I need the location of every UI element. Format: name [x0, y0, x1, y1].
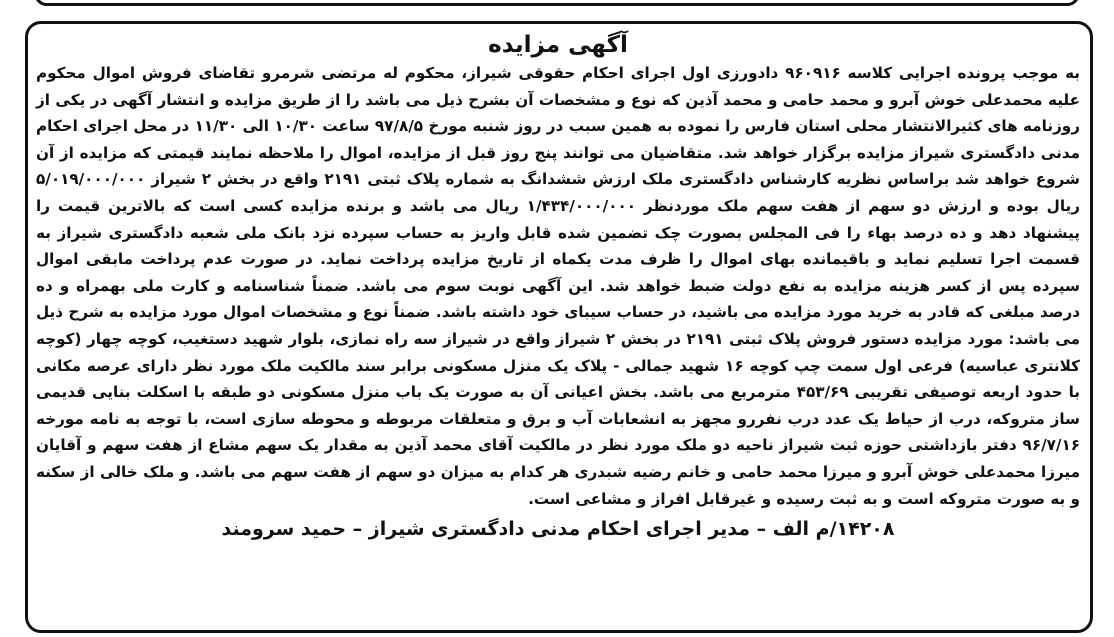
notice-title: آگهی مزایده: [488, 32, 628, 58]
top-border-frame: [34, 0, 1080, 6]
notice-signature: ۱۴۲۰۸/م الف – مدیر اجرای احکام مدنی دادگستری شیراز – حمید سرومند: [221, 518, 895, 541]
notice-body: به موجب پرونده اجرایی کلاسه ۹۶۰۹۱۶ دادورزی اول اجرای احکام حقوقی شیراز، محکوم له مرتضی شرمرو تقاضای فروش اموال محکوم علیه محمدعلی خوش آبرو و محمد حامی و محمد آذین که نوع و مشخصات آن بشرح ذیل می باشد را از طریق مزایده و انتشار آگهی در یکی از روزنامه های کثیرالانتشار محلی استان فارس را نموده به همین سبب در روز شنبه مورخ ۹۷/۸/۵ ساعت ۱۰/۳۰ الی ۱۱/۳۰ در محل اجرای احکام مدنی دادگستری شیراز مزایده برگزار خواهد شد. متقاضیان می توانند پنج روز قبل از مزایده، اموال را ملاحظه نمایند قیمتی که مزایده از آن شروع خواهد شد براساس نظریه کارشناس دادگستری ملک ارزش ششدانگ به شماره پلاک ثبتی ۲۱۹۱ واقع در بخش ۲ شیراز ۵/۰۱۹/۰۰۰/۰۰۰ ریال بوده و ارزش دو سهم از هفت سهم ملک موردنظر ۱/۴۳۴/۰۰۰/۰۰۰ ریال می باشد و برنده مزایده کسی است که بالاترین قیمت را پیشنهاد دهد و ده درصد بهاء را فی المجلس بصورت چک تضمین شده قابل واریز به حساب سپرده نزد بانک ملی شعبه دادگستری شیراز به قسمت اجرا تسلیم نماید و باقیمانده بهای اموال را ظرف مدت یکماه از تاریخ مزایده پرداخت نماید. در صورت عدم پرداخت مابقی اموال سپرده پس از کسر هزینه مزایده به نفع دولت ضبط خواهد شد. این آگهی نوبت سوم می باشد. ضمناً شناسنامه و کارت ملی بهمراه و ده درصد مبلغی که قادر به خرید مورد مزایده می باشید، در حساب سیبای خود داشته باشد. ضمناً نوع و مشخصات اموال مورد مزایده به شرح ذیل می باشد: مورد مزایده دستور فروش پلاک ثبتی ۲۱۹۱ در بخش ۲ شیراز واقع در شیراز سه راه نمازی، بلوار شهید دستغیب، کوچه چهار (کوچه کلانتری عباسیه) فرعی اول سمت چپ کوچه ۱۶ شهید جمالی - پلاک یک منزل مسکونی برابر سند مالکیت ملک مورد نظر دارای عرصه مکانی با حدود اربعه توصیفی تقریبی ۴۵۳/۶۹ مترمربع می باشد. بخش اعیانی آن به صورت یک باب منزل مسکونی دو طبقه با اسکلت بنایی قدیمی ساز متروکه، درب از حیاط یک عدد درب نفررو مجهز به انشعابات آب و برق و متعلقات مربوطه و محوطه سازی است، با توجه به نامه مورخه ۹۶/۷/۱۶ دفتر بازداشتی حوزه ثبت شیراز ناحیه دو ملک مورد نظر در مالکیت آقای محمد آذین به مقدار یک سهم مشاع از هفت سهم و آقایان میرزا محمدعلی خوش آبرو و میرزا محمد حامی و خانم رضیه شبدری هر کدام به میزان دو سهم از هفت سهم می باشد. و ملک خالی از سکنه و به صورت متروکه است و به ثبت رسیده و غیرقابل افراز و مشاعی است.: [36, 64, 1081, 508]
auction-notice: [36, 30, 1080, 542]
